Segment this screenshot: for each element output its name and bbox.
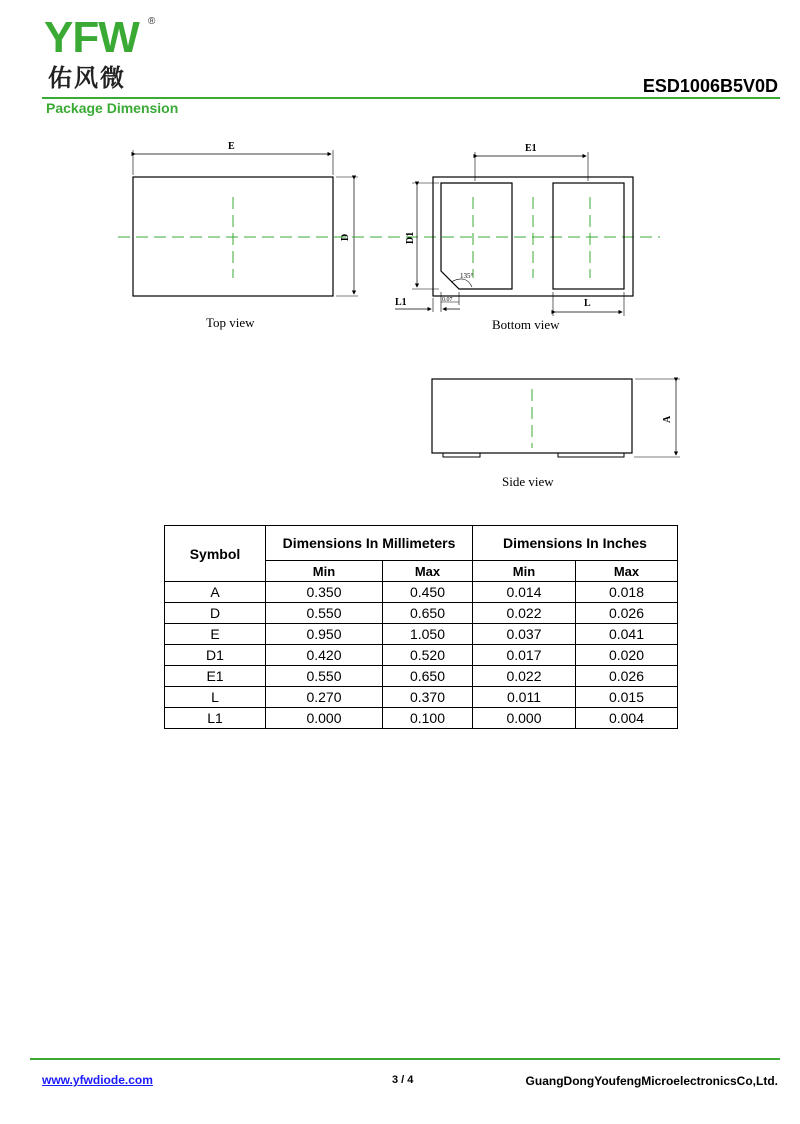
logo-text: YFW <box>44 13 139 62</box>
table-row <box>165 708 678 729</box>
logo-chinese-name: 佑风微 <box>48 64 126 92</box>
section-title: Package Dimension <box>46 100 179 116</box>
package-drawing <box>0 0 800 500</box>
dimensions-table <box>164 525 678 729</box>
cell-mm-min: 0.550 <box>266 603 383 624</box>
cell-mm-min: 0.000 <box>266 708 383 729</box>
cell-in-max: 0.018 <box>576 582 678 603</box>
bottom-view <box>395 152 633 316</box>
cell-in-max: 0.026 <box>576 666 678 687</box>
cell-mm-min: 0.550 <box>266 666 383 687</box>
cell-mm-min: 0.420 <box>266 645 383 666</box>
dim-D1-label: D1 <box>405 231 416 244</box>
table-row <box>165 582 678 603</box>
dim-E1-label: E1 <box>525 143 537 154</box>
cell-mm-max: 0.370 <box>383 687 473 708</box>
cell-in-max: 0.026 <box>576 603 678 624</box>
cell-symbol: L1 <box>165 708 266 729</box>
mm-min-header: Min <box>266 561 383 582</box>
inch-min-header: Min <box>473 561 576 582</box>
part-number: ESD1006B5V0D <box>642 76 778 96</box>
dim-007-label: 0.07 <box>442 297 453 303</box>
top-view <box>133 150 358 296</box>
side-view <box>432 379 680 457</box>
bottom-view-label: Bottom view <box>492 317 560 332</box>
cell-mm-max: 1.050 <box>383 624 473 645</box>
website-link[interactable]: www.yfwdiode.com <box>42 1073 153 1087</box>
cell-mm-min: 0.350 <box>266 582 383 603</box>
symbol-header: Symbol <box>165 526 266 582</box>
cell-symbol: E <box>165 624 266 645</box>
dim-L-label: L <box>584 298 591 309</box>
cell-mm-max: 0.650 <box>383 603 473 624</box>
cell-mm-max: 0.520 <box>383 645 473 666</box>
cell-symbol: D <box>165 603 266 624</box>
dim-L1-label: L1 <box>395 297 407 308</box>
registered-mark: ® <box>148 16 156 27</box>
side-view-label: Side view <box>502 474 554 489</box>
cell-in-max: 0.004 <box>576 708 678 729</box>
cell-mm-max: 0.450 <box>383 582 473 603</box>
cell-symbol: D1 <box>165 645 266 666</box>
table-row <box>165 624 678 645</box>
cell-in-max: 0.020 <box>576 645 678 666</box>
dim-D-label: D <box>340 233 351 241</box>
cell-mm-min: 0.950 <box>266 624 383 645</box>
dim-A-label: A <box>662 415 673 423</box>
cell-in-min: 0.022 <box>473 603 576 624</box>
cell-in-min: 0.017 <box>473 645 576 666</box>
cell-symbol: A <box>165 582 266 603</box>
table-row <box>165 687 678 708</box>
cell-symbol: L <box>165 687 266 708</box>
table-row <box>165 603 678 624</box>
cell-in-max: 0.041 <box>576 624 678 645</box>
page-number: 3 / 4 <box>392 1074 414 1086</box>
cell-in-min: 0.037 <box>473 624 576 645</box>
cell-in-min: 0.022 <box>473 666 576 687</box>
dim-E-label: E <box>228 141 235 152</box>
top-view-label: Top view <box>206 315 255 330</box>
dim-angle-label: 135° <box>460 272 474 280</box>
inch-header: Dimensions In Inches <box>473 526 678 561</box>
footer-divider <box>30 1058 780 1060</box>
cell-in-min: 0.011 <box>473 687 576 708</box>
cell-in-min: 0.000 <box>473 708 576 729</box>
cell-mm-min: 0.270 <box>266 687 383 708</box>
cell-in-max: 0.015 <box>576 687 678 708</box>
table-row <box>165 666 678 687</box>
cell-mm-max: 0.100 <box>383 708 473 729</box>
company-name: GuangDongYoufengMicroelectronicsCo,Ltd. <box>525 1074 778 1088</box>
inch-max-header: Max <box>576 561 678 582</box>
cell-in-min: 0.014 <box>473 582 576 603</box>
cell-symbol: E1 <box>165 666 266 687</box>
cell-mm-max: 0.650 <box>383 666 473 687</box>
table-row <box>165 645 678 666</box>
mm-header: Dimensions In Millimeters <box>266 526 473 561</box>
mm-max-header: Max <box>383 561 473 582</box>
